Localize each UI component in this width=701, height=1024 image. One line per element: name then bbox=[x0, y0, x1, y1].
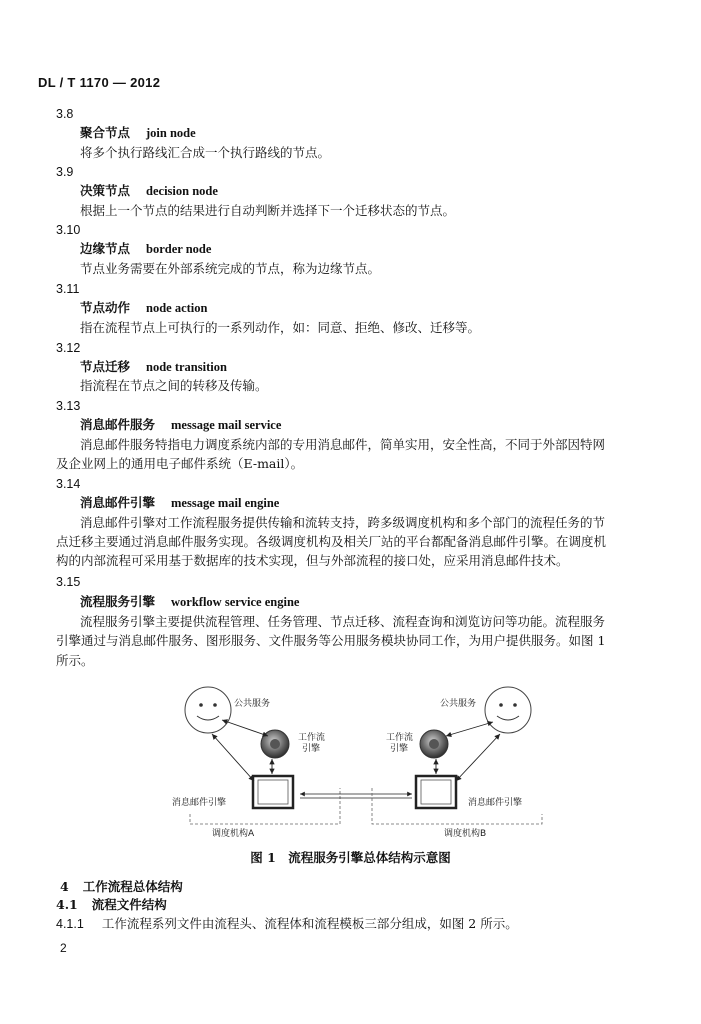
term-title: 边缘节点 border node bbox=[80, 241, 212, 256]
clause-number: 3.8 bbox=[56, 107, 74, 121]
clause-number: 3.14 bbox=[56, 477, 81, 491]
term-definition-cont: 所示。 bbox=[56, 653, 94, 668]
clause-number: 3.12 bbox=[56, 341, 81, 355]
term-title: 决策节点 decision node bbox=[80, 183, 218, 198]
mail-engine-terminal-left-icon bbox=[253, 776, 293, 808]
workflow-engine-label-right: 工作流 bbox=[386, 733, 414, 743]
public-service-label-left: 公共服务 bbox=[234, 699, 271, 709]
term-definition-cont: 引擎通过与消息邮件服务、图形服务、文件服务等公用服务模块协同工作，为用户提供服务。如图 1 bbox=[56, 633, 606, 648]
figure-caption: 图 1 流程服务引擎总体结构示意图 bbox=[250, 850, 451, 865]
workflow-engine-gear-right-icon bbox=[420, 730, 448, 758]
clause-number: 3.13 bbox=[56, 399, 81, 413]
term-title: 消息邮件引擎 message mail engine bbox=[80, 495, 280, 510]
term-definition: 将多个执行路线汇合成一个执行路线的节点。 bbox=[80, 145, 331, 160]
subsection-text: 4.1.1 工作流程系列文件由流程头、流程体和流程模板三部分组成，如图 2 所示。 bbox=[56, 916, 518, 931]
term-title: 节点迁移 node transition bbox=[80, 359, 227, 374]
term-definition: 消息邮件引擎对工作流程服务提供传输和流转支持，跨多级调度机构和多个部门的流程任务的节 bbox=[80, 515, 606, 530]
term-title: 流程服务引擎 workflow service engine bbox=[80, 594, 300, 609]
workflow-engine-label-left: 工作流 bbox=[298, 733, 326, 743]
public-service-smiley-left-icon bbox=[185, 687, 231, 733]
term-definition-cont: 及企业网上的通用电子邮件系统（E-mail）。 bbox=[56, 456, 304, 471]
term-definition: 流程服务引擎主要提供流程管理、任务管理、节点迁移、流程查询和浏览访问等功能。流程服务 bbox=[80, 614, 606, 629]
workflow-engine-diagram bbox=[150, 676, 570, 846]
public-service-label-right: 公共服务 bbox=[440, 699, 477, 709]
page-number: 2 bbox=[60, 941, 67, 955]
term-definition: 根据上一个节点的结果进行自动判断并选择下一个迁移状态的节点。 bbox=[80, 203, 456, 218]
term-definition: 节点业务需要在外部系统完成的节点，称为边缘节点。 bbox=[80, 261, 381, 276]
term-title: 聚合节点 join node bbox=[80, 125, 196, 140]
clause-number: 3.10 bbox=[56, 223, 81, 237]
org-label-right: 调度机构B bbox=[444, 829, 487, 839]
term-definition-cont: 构的内部流程可采用基于数据库的技术实现，但与外部流程的接口处，应采用消息邮件技术。 bbox=[56, 553, 569, 568]
mail-engine-terminal-right-icon bbox=[416, 776, 456, 808]
term-definition: 消息邮件服务特指电力调度系统内部的专用消息邮件，简单实用，安全性高，不同于外部因特网 bbox=[80, 437, 606, 452]
workflow-engine-label-left-2: 引擎 bbox=[302, 744, 321, 754]
term-title: 节点动作 node action bbox=[80, 300, 208, 315]
clause-number: 3.9 bbox=[56, 165, 74, 179]
doc-header: DL / T 1170 — 2012 bbox=[38, 75, 161, 90]
clause-number: 3.11 bbox=[56, 282, 80, 296]
org-label-left: 调度机构A bbox=[212, 829, 255, 839]
subsection-heading: 4.1 流程文件结构 bbox=[56, 897, 167, 912]
public-service-smiley-right-icon bbox=[485, 687, 531, 733]
section-heading: 4 工作流程总体结构 bbox=[60, 879, 183, 894]
mail-engine-label-right: 消息邮件引擎 bbox=[468, 798, 523, 808]
workflow-engine-gear-left-icon bbox=[261, 730, 289, 758]
clause-number: 3.15 bbox=[56, 575, 81, 589]
workflow-engine-label-right-2: 引擎 bbox=[390, 744, 409, 754]
term-definition-cont: 点迁移主要通过消息邮件服务实现。各级调度机构及相关厂站的平台都配备消息邮件引擎。在调度机 bbox=[56, 534, 607, 549]
term-definition: 指流程在节点之间的转移及传输。 bbox=[80, 378, 268, 393]
term-definition: 指在流程节点上可执行的一系列动作，如：同意、拒绝、修改、迁移等。 bbox=[80, 320, 481, 335]
mail-engine-label-left: 消息邮件引擎 bbox=[172, 798, 227, 808]
term-title: 消息邮件服务 message mail service bbox=[80, 417, 282, 432]
